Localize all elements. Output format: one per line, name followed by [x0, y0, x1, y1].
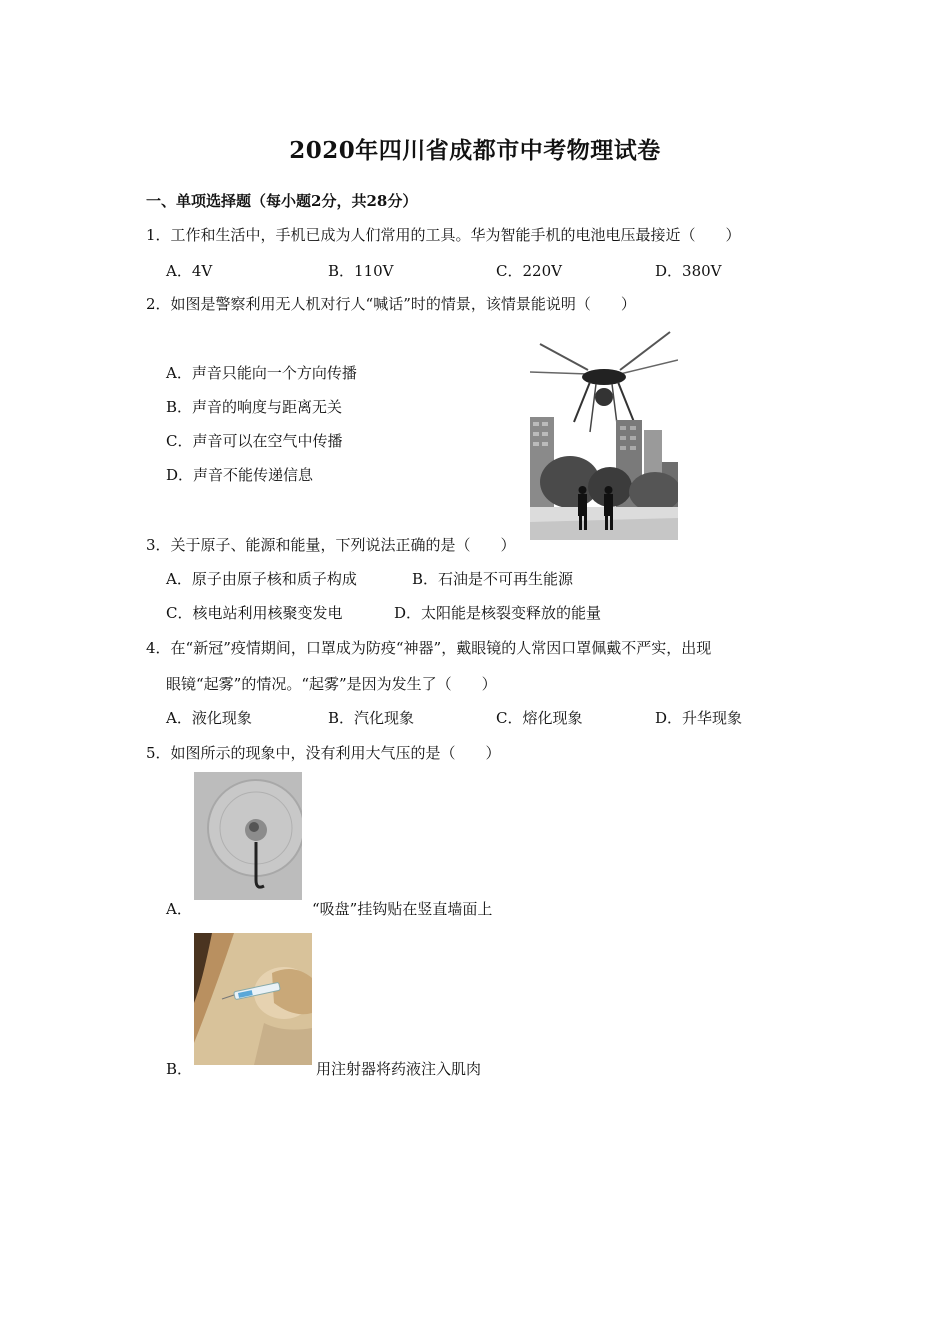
question-5-stem: 5．如图所示的现象中，没有利用大气压的是（ ） — [146, 744, 501, 762]
q2-option-a: A．声音只能向一个方向传播 — [166, 364, 357, 382]
q4-option-b: B．汽化现象 — [328, 709, 415, 727]
drone-police-photo-icon — [530, 322, 678, 540]
syringe-injection-photo-icon — [194, 933, 312, 1065]
q2-option-c: C．声音可以在空气中传播 — [166, 432, 343, 450]
q1-option-a: A．4V — [166, 262, 213, 280]
q3-option-c: C．核电站利用核聚变发电 — [166, 604, 343, 622]
q2-option-d: D．声音不能传递信息 — [166, 466, 314, 484]
question-1-stem: 1．工作和生活中，手机已成为人们常用的工具。华为智能手机的电池电压最接近（ ） — [146, 226, 741, 244]
question-3-stem: 3．关于原子、能源和能量，下列说法正确的是（ ） — [146, 536, 516, 554]
q3-option-d: D．太阳能是核裂变释放的能量 — [394, 604, 602, 622]
q3-option-a: A．原子由原子核和质子构成 — [166, 570, 357, 588]
question-2-stem: 2．如图是警察利用无人机对行人“喊话”时的情景，该情景能说明（ ） — [146, 295, 636, 313]
q4-option-c: C．熔化现象 — [496, 709, 583, 727]
q3-option-b: B．石油是不可再生能源 — [412, 570, 574, 588]
suction-hook-photo-icon — [194, 772, 302, 900]
q4-option-d: D．升华现象 — [655, 709, 743, 727]
q1-option-b: B．110V — [328, 262, 394, 280]
q5-option-b-text: 用注射器将药液注入肌肉 — [316, 1060, 482, 1078]
q5-option-a-label: A． — [166, 900, 192, 918]
q2-option-b: B．声音的响度与距离无关 — [166, 398, 343, 416]
q5-option-b-label: B． — [166, 1060, 193, 1078]
q5-option-a-text: “吸盘”挂钩贴在竖直墙面上 — [312, 900, 493, 918]
q1-option-c: C．220V — [496, 262, 562, 280]
section-heading: 一、单项选择题（每小题2分，共28分） — [146, 192, 418, 210]
question-4-stem-line2: 眼镜“起雾”的情况。“起雾”是因为发生了（ ） — [166, 675, 497, 693]
q1-option-d: D．380V — [655, 262, 722, 280]
q4-option-a: A．液化现象 — [166, 709, 252, 727]
page-title: 2020年四川省成都市中考物理试卷 — [289, 137, 661, 164]
question-4-stem-line1: 4．在“新冠”疫情期间，口罩成为防疫“神器”，戴眼镜的人常因口罩佩戴不严实，出现 — [146, 639, 712, 657]
